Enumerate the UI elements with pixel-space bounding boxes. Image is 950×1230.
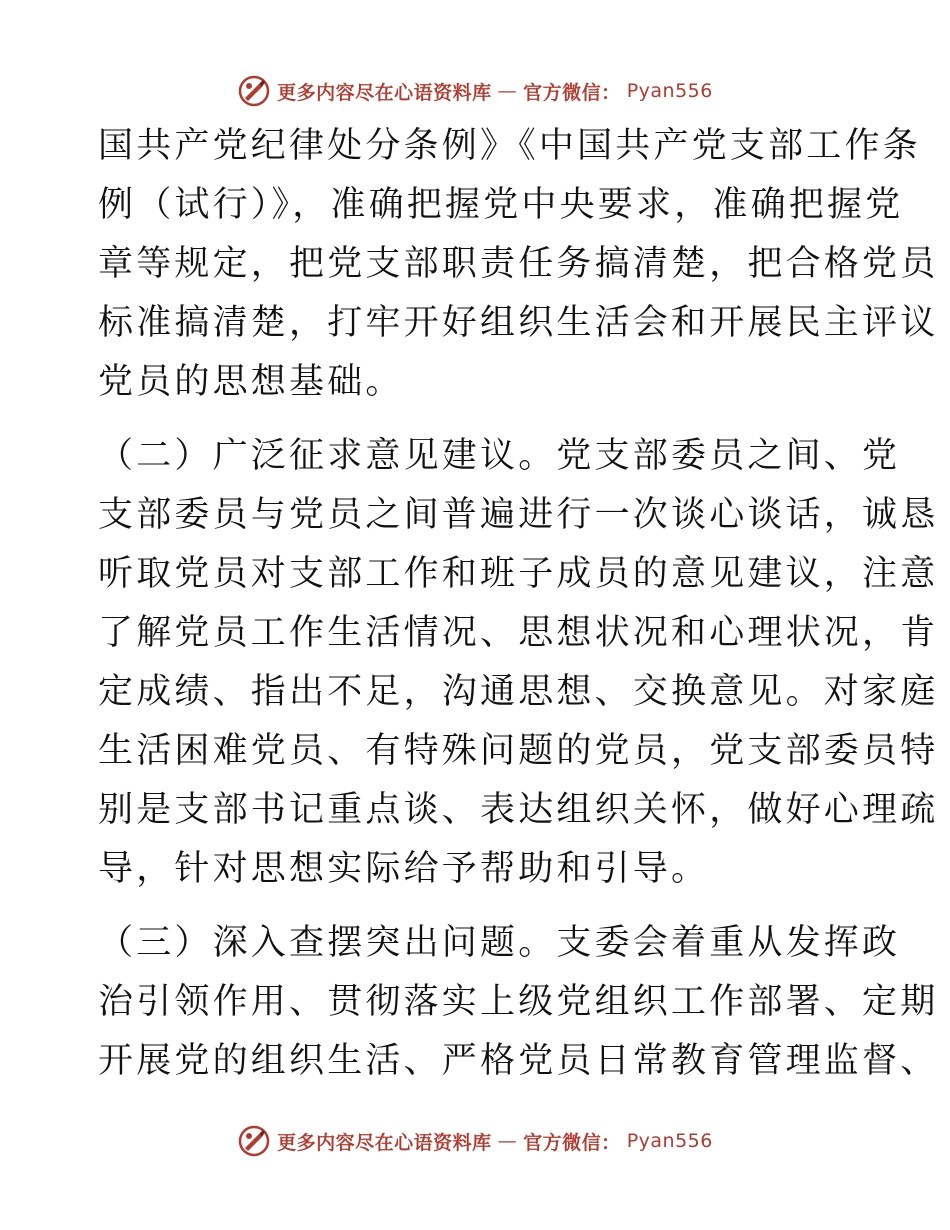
paragraph-section-two xyxy=(98,427,939,899)
text-line: 治引领作用、贯彻落实上级党组织工作部署、定期 xyxy=(98,982,939,1022)
banner-wechat-id: Pyan556 xyxy=(626,80,713,102)
text-line: 定成绩、指出不足，沟通思想、交换意见。对家庭 xyxy=(98,672,939,712)
text-line: 别是支部书记重点谈、表达组织关怀，做好心理疏 xyxy=(98,790,939,830)
banner-wechat-label: 官方微信： xyxy=(523,81,621,104)
text-line: 了解党员工作生活情况、思想状况和心理状况，肯 xyxy=(98,613,939,653)
banner-wechat-label: 官方微信： xyxy=(523,1131,621,1154)
banner-wechat-id: Pyan556 xyxy=(626,1130,713,1152)
paragraph-section-three xyxy=(98,914,939,1091)
text-line: （三）深入查摆突出问题。支委会着重从发挥政 xyxy=(98,923,901,963)
text-line: 国共产党纪律处分条例》《中国共产党支部工作条 xyxy=(98,126,921,166)
text-line: 开展党的组织生活、严格党员日常教育管理监督、 xyxy=(98,1041,939,1081)
banner-site-text: 更多内容尽在心语资料库 xyxy=(277,1131,492,1154)
footer-banner xyxy=(0,1121,950,1161)
document-body xyxy=(98,117,939,1091)
header-banner xyxy=(0,71,950,111)
banner-dash: — xyxy=(497,80,518,102)
brand-logo-icon xyxy=(237,1124,271,1158)
text-line: 生活困难党员、有特殊问题的党员，党支部委员特 xyxy=(98,731,939,771)
text-line: 党员的思想基础。 xyxy=(98,362,404,402)
text-line: 例（试行）》，准确把握党中央要求，准确把握党 xyxy=(98,185,904,225)
text-line: 支部委员与党员之间普遍进行一次谈心谈话，诚恳 xyxy=(98,495,939,535)
text-line: 标准搞清楚，打牢开好组织生活会和开展民主评议 xyxy=(98,303,939,343)
text-line: （二）广泛征求意见建议。党支部委员之间、党 xyxy=(98,436,901,476)
text-line: 听取党员对支部工作和班子成员的意见建议，注意 xyxy=(98,554,939,594)
brand-logo-icon xyxy=(237,74,271,108)
paragraph-intro-continuation xyxy=(98,117,939,412)
text-line: 章等规定，把党支部职责任务搞清楚，把合格党员 xyxy=(98,244,939,284)
text-line: 导，针对思想实际给予帮助和引导。 xyxy=(98,849,710,889)
banner-site-text: 更多内容尽在心语资料库 xyxy=(277,81,492,104)
banner-dash: — xyxy=(497,1130,518,1152)
